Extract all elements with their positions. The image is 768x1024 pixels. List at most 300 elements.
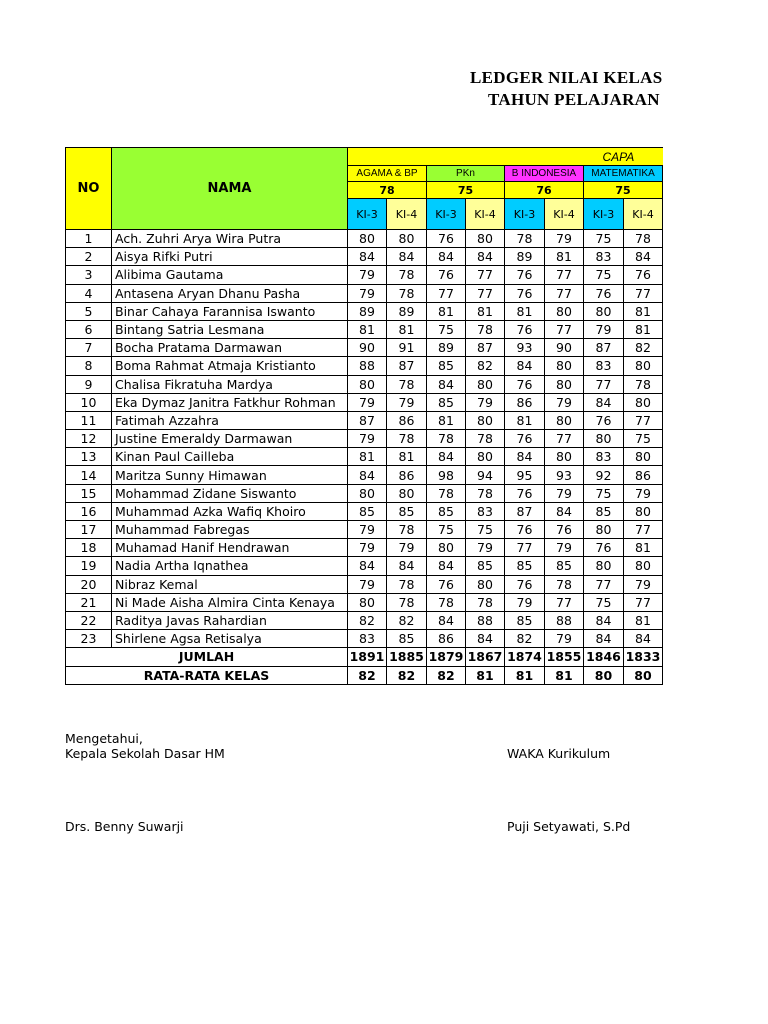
grade-cell: 80 <box>348 375 387 393</box>
grade-cell: 88 <box>545 611 584 629</box>
grade-cell: 88 <box>466 611 505 629</box>
grade-cell: 84 <box>466 248 505 266</box>
row-number: 23 <box>66 630 112 648</box>
grade-cell: 80 <box>624 448 663 466</box>
waka-kurikulum-label: WAKA Kurikulum <box>507 746 611 761</box>
table-row <box>66 393 663 411</box>
grade-cell: 93 <box>545 466 584 484</box>
grade-cell: 84 <box>624 248 663 266</box>
grade-cell: 78 <box>427 430 466 448</box>
kkm-agama: 78 <box>348 182 427 199</box>
row-number: 8 <box>66 357 112 375</box>
grade-cell: 85 <box>545 557 584 575</box>
grade-cell: 79 <box>348 539 387 557</box>
grade-cell: 86 <box>505 393 545 411</box>
grade-cell: 76 <box>505 575 545 593</box>
grade-cell: 85 <box>466 557 505 575</box>
header-capaian <box>348 148 663 166</box>
student-name: Nadia Artha Iqnathea <box>112 557 348 575</box>
table-row <box>66 430 663 448</box>
row-number: 22 <box>66 611 112 629</box>
header-nama: NAMA <box>112 148 348 230</box>
grade-cell: 77 <box>624 411 663 429</box>
ki4-agama: KI-4 <box>387 199 427 230</box>
grade-cell: 79 <box>505 593 545 611</box>
student-name: Nibraz Kemal <box>112 575 348 593</box>
grade-cell: 77 <box>545 284 584 302</box>
jumlah-row-value: 1891 <box>348 648 387 666</box>
grade-cell: 84 <box>348 248 387 266</box>
grade-cell: 81 <box>545 248 584 266</box>
jumlah-row-value: 1867 <box>466 648 505 666</box>
grade-cell: 79 <box>348 575 387 593</box>
kepala-sekolah-label: Kepala Sekolah Dasar HM <box>65 746 225 761</box>
grade-cell: 84 <box>584 611 624 629</box>
grade-cell: 79 <box>624 575 663 593</box>
table-row <box>66 375 663 393</box>
rata-rata-row-value: 81 <box>466 666 505 684</box>
grade-cell: 79 <box>466 393 505 411</box>
grade-cell: 80 <box>466 448 505 466</box>
grade-cell: 78 <box>387 375 427 393</box>
grade-cell: 84 <box>624 630 663 648</box>
rata-rata-row-value: 81 <box>505 666 545 684</box>
grade-cell: 80 <box>624 393 663 411</box>
grade-cell: 75 <box>584 230 624 248</box>
grade-cell: 85 <box>348 502 387 520</box>
grade-cell: 87 <box>584 339 624 357</box>
grade-cell: 78 <box>466 593 505 611</box>
student-name: Eka Dymaz Janitra Fatkhur Rohman <box>112 393 348 411</box>
grade-cell: 82 <box>387 611 427 629</box>
grade-cell: 86 <box>387 411 427 429</box>
grade-cell: 78 <box>466 484 505 502</box>
grade-cell: 81 <box>387 448 427 466</box>
grade-cell: 81 <box>624 611 663 629</box>
student-name: Muhammad Azka Wafiq Khoiro <box>112 502 348 520</box>
grade-cell: 84 <box>584 393 624 411</box>
grade-cell: 86 <box>427 630 466 648</box>
grade-cell: 83 <box>584 248 624 266</box>
row-number: 20 <box>66 575 112 593</box>
grade-cell: 83 <box>466 502 505 520</box>
grade-cell: 80 <box>466 411 505 429</box>
grade-cell: 84 <box>427 248 466 266</box>
grade-cell: 75 <box>584 266 624 284</box>
grade-cell: 77 <box>427 284 466 302</box>
grade-cell: 79 <box>545 230 584 248</box>
grade-cell: 77 <box>624 521 663 539</box>
grade-cell: 78 <box>624 230 663 248</box>
ki4-matematika: KI-4 <box>624 199 663 230</box>
ki4-bindonesia: KI-4 <box>545 199 584 230</box>
ledger-title: LEDGER NILAI KELAS <box>470 68 663 87</box>
student-name: Bocha Pratama Darmawan <box>112 339 348 357</box>
row-number: 17 <box>66 521 112 539</box>
rata-rata-row-value: 82 <box>387 666 427 684</box>
subject-pkn: PKn <box>427 166 505 182</box>
grade-cell: 85 <box>427 393 466 411</box>
grade-cell: 79 <box>545 393 584 411</box>
table-row <box>66 411 663 429</box>
grade-cell: 85 <box>584 502 624 520</box>
grade-cell: 84 <box>466 630 505 648</box>
row-number: 7 <box>66 339 112 357</box>
table-row <box>66 502 663 520</box>
student-name: Boma Rahmat Atmaja Kristianto <box>112 357 348 375</box>
grade-cell: 78 <box>545 575 584 593</box>
row-number: 18 <box>66 539 112 557</box>
grade-cell: 76 <box>427 230 466 248</box>
student-name: Raditya Javas Rahardian <box>112 611 348 629</box>
grade-cell: 78 <box>387 521 427 539</box>
grade-cell: 81 <box>505 411 545 429</box>
grade-cell: 81 <box>505 302 545 320</box>
grade-cell: 82 <box>466 357 505 375</box>
grade-cell: 89 <box>387 302 427 320</box>
rata-rata-row-value: 81 <box>545 666 584 684</box>
row-number: 4 <box>66 284 112 302</box>
grade-cell: 79 <box>584 320 624 338</box>
student-name: Ni Made Aisha Almira Cinta Kenaya <box>112 593 348 611</box>
kkm-pkn: 75 <box>427 182 505 199</box>
grade-cell: 80 <box>584 430 624 448</box>
grade-cell: 87 <box>387 357 427 375</box>
table-row <box>66 339 663 357</box>
table-row <box>66 593 663 611</box>
grade-cell: 80 <box>624 557 663 575</box>
row-number: 5 <box>66 302 112 320</box>
header-no: NO <box>66 148 112 230</box>
grade-cell: 79 <box>348 266 387 284</box>
grade-cell: 81 <box>624 302 663 320</box>
table-row <box>66 357 663 375</box>
waka-kurikulum-name: Puji Setyawati, S.Pd <box>507 819 631 834</box>
row-number: 19 <box>66 557 112 575</box>
grade-cell: 86 <box>387 466 427 484</box>
row-number: 1 <box>66 230 112 248</box>
grade-cell: 80 <box>584 557 624 575</box>
grade-cell: 75 <box>624 430 663 448</box>
rata-rata-row-label: RATA-RATA KELAS <box>66 666 348 684</box>
grade-cell: 80 <box>387 484 427 502</box>
table-row <box>66 248 663 266</box>
kkm-bindonesia: 76 <box>505 182 584 199</box>
grade-cell: 79 <box>545 630 584 648</box>
grade-cell: 80 <box>624 502 663 520</box>
row-number: 13 <box>66 448 112 466</box>
capaian-label: CAPA <box>602 150 635 164</box>
student-name: Maritza Sunny Himawan <box>112 466 348 484</box>
row-number: 3 <box>66 266 112 284</box>
row-number: 9 <box>66 375 112 393</box>
grade-cell: 80 <box>466 375 505 393</box>
grade-cell: 79 <box>348 521 387 539</box>
grade-cell: 78 <box>387 284 427 302</box>
grade-cell: 78 <box>387 575 427 593</box>
grade-cell: 79 <box>387 393 427 411</box>
grade-cell: 76 <box>584 284 624 302</box>
table-row <box>66 611 663 629</box>
grade-cell: 79 <box>545 539 584 557</box>
grade-cell: 75 <box>584 593 624 611</box>
grade-cell: 86 <box>624 466 663 484</box>
grade-cell: 78 <box>387 593 427 611</box>
grade-cell: 88 <box>348 357 387 375</box>
mengetahui-label: Mengetahui, <box>65 731 143 746</box>
grade-cell: 85 <box>427 357 466 375</box>
table-row <box>66 320 663 338</box>
row-number: 10 <box>66 393 112 411</box>
grade-cell: 84 <box>505 448 545 466</box>
grade-cell: 80 <box>545 357 584 375</box>
table-row <box>66 284 663 302</box>
grade-cell: 84 <box>505 357 545 375</box>
table-row <box>66 521 663 539</box>
table-row <box>66 302 663 320</box>
grade-cell: 87 <box>505 502 545 520</box>
grade-cell: 77 <box>545 266 584 284</box>
table-row <box>66 557 663 575</box>
grade-cell: 80 <box>348 484 387 502</box>
grade-cell: 79 <box>348 393 387 411</box>
grade-cell: 84 <box>545 502 584 520</box>
grade-cell: 83 <box>348 630 387 648</box>
grade-cell: 80 <box>348 593 387 611</box>
grade-cell: 84 <box>387 248 427 266</box>
student-name: Fatimah Azzahra <box>112 411 348 429</box>
grade-cell: 77 <box>466 284 505 302</box>
grade-cell: 76 <box>505 320 545 338</box>
grade-cell: 77 <box>624 284 663 302</box>
jumlah-row-value: 1885 <box>387 648 427 666</box>
student-name: Antasena Aryan Dhanu Pasha <box>112 284 348 302</box>
jumlah-row-value: 1874 <box>505 648 545 666</box>
grade-cell: 92 <box>584 466 624 484</box>
grade-cell: 80 <box>387 230 427 248</box>
ki3-bindonesia: KI-3 <box>505 199 545 230</box>
grade-cell: 80 <box>584 521 624 539</box>
grade-cell: 80 <box>545 302 584 320</box>
jumlah-row-value: 1833 <box>624 648 663 666</box>
student-name: Mohammad Zidane Siswanto <box>112 484 348 502</box>
grade-cell: 81 <box>427 411 466 429</box>
grade-cell: 82 <box>505 630 545 648</box>
grade-cell: 83 <box>584 448 624 466</box>
grade-cell: 76 <box>505 375 545 393</box>
row-number: 6 <box>66 320 112 338</box>
jumlah-row-value: 1846 <box>584 648 624 666</box>
rata-rata-row-value: 82 <box>427 666 466 684</box>
student-name: Kinan Paul Cailleba <box>112 448 348 466</box>
grade-cell: 79 <box>545 484 584 502</box>
grade-cell: 78 <box>505 230 545 248</box>
subject-matematika: MATEMATIKA <box>584 166 663 182</box>
grade-cell: 78 <box>466 320 505 338</box>
grade-cell: 82 <box>348 611 387 629</box>
grade-cell: 76 <box>505 284 545 302</box>
grade-cell: 79 <box>387 539 427 557</box>
grade-cell: 75 <box>466 521 505 539</box>
ki3-matematika: KI-3 <box>584 199 624 230</box>
grade-cell: 89 <box>348 302 387 320</box>
student-name: Binar Cahaya Farannisa Iswanto <box>112 302 348 320</box>
student-name: Muhammad Fabregas <box>112 521 348 539</box>
grade-cell: 79 <box>348 430 387 448</box>
grade-cell: 78 <box>624 375 663 393</box>
grade-cell: 76 <box>505 266 545 284</box>
student-name: Shirlene Agsa Retisalya <box>112 630 348 648</box>
grade-cell: 76 <box>624 266 663 284</box>
jumlah-row <box>66 648 663 666</box>
ki3-agama: KI-3 <box>348 199 387 230</box>
student-name: Bintang Satria Lesmana <box>112 320 348 338</box>
grade-cell: 90 <box>545 339 584 357</box>
grade-cell: 77 <box>505 539 545 557</box>
grade-cell: 85 <box>427 502 466 520</box>
grade-cell: 77 <box>545 320 584 338</box>
jumlah-row-value: 1879 <box>427 648 466 666</box>
grade-cell: 80 <box>545 448 584 466</box>
row-number: 21 <box>66 593 112 611</box>
grade-cell: 78 <box>427 593 466 611</box>
grade-cell: 87 <box>348 411 387 429</box>
grade-cell: 80 <box>348 230 387 248</box>
grade-cell: 89 <box>505 248 545 266</box>
grade-cell: 77 <box>545 593 584 611</box>
grade-cell: 84 <box>427 557 466 575</box>
grade-cell: 79 <box>348 284 387 302</box>
grade-cell: 85 <box>387 630 427 648</box>
table-row <box>66 484 663 502</box>
table-row <box>66 575 663 593</box>
grade-cell: 84 <box>427 611 466 629</box>
student-name: Justine Emeraldy Darmawan <box>112 430 348 448</box>
student-name: Aisya Rifki Putri <box>112 248 348 266</box>
grade-cell: 91 <box>387 339 427 357</box>
row-number: 11 <box>66 411 112 429</box>
grade-cell: 81 <box>348 448 387 466</box>
rata-rata-row <box>66 666 663 684</box>
table-row <box>66 230 663 248</box>
grade-cell: 85 <box>505 557 545 575</box>
grade-cell: 80 <box>584 302 624 320</box>
grade-cell: 76 <box>427 575 466 593</box>
kkm-matematika: 75 <box>584 182 663 199</box>
grade-cell: 80 <box>624 357 663 375</box>
grade-cell: 76 <box>584 411 624 429</box>
grade-cell: 79 <box>624 484 663 502</box>
subject-agama: AGAMA & BP <box>348 166 427 182</box>
grade-cell: 93 <box>505 339 545 357</box>
grade-cell: 87 <box>466 339 505 357</box>
grade-cell: 81 <box>466 302 505 320</box>
grade-cell: 80 <box>466 575 505 593</box>
student-name: Ach. Zuhri Arya Wira Putra <box>112 230 348 248</box>
grade-cell: 81 <box>624 539 663 557</box>
grade-cell: 76 <box>505 521 545 539</box>
grade-cell: 78 <box>466 430 505 448</box>
grade-cell: 84 <box>584 630 624 648</box>
row-number: 16 <box>66 502 112 520</box>
jumlah-row-label: JUMLAH <box>66 648 348 666</box>
rata-rata-row-value: 80 <box>624 666 663 684</box>
ki3-pkn: KI-3 <box>427 199 466 230</box>
grade-cell: 98 <box>427 466 466 484</box>
grade-cell: 77 <box>584 375 624 393</box>
grade-cell: 78 <box>387 266 427 284</box>
rata-rata-row-value: 82 <box>348 666 387 684</box>
grades-table <box>65 147 663 685</box>
ki4-pkn: KI-4 <box>466 199 505 230</box>
student-name: Alibima Gautama <box>112 266 348 284</box>
grade-cell: 95 <box>505 466 545 484</box>
grade-cell: 84 <box>348 557 387 575</box>
kepala-sekolah-name: Drs. Benny Suwarji <box>65 819 184 834</box>
grade-cell: 77 <box>624 593 663 611</box>
row-number: 12 <box>66 430 112 448</box>
grade-cell: 81 <box>387 320 427 338</box>
table-row <box>66 448 663 466</box>
grade-cell: 76 <box>584 539 624 557</box>
grade-cell: 90 <box>348 339 387 357</box>
row-number: 14 <box>66 466 112 484</box>
grade-cell: 84 <box>387 557 427 575</box>
grade-cell: 76 <box>427 266 466 284</box>
grade-cell: 80 <box>466 230 505 248</box>
grade-cell: 78 <box>387 430 427 448</box>
grade-cell: 85 <box>505 611 545 629</box>
grade-cell: 75 <box>427 521 466 539</box>
grade-cell: 77 <box>545 430 584 448</box>
table-row <box>66 630 663 648</box>
grade-cell: 80 <box>545 411 584 429</box>
grade-cell: 82 <box>624 339 663 357</box>
grade-cell: 79 <box>466 539 505 557</box>
school-year-title: TAHUN PELAJARAN <box>488 90 660 109</box>
grade-cell: 84 <box>427 448 466 466</box>
jumlah-row-value: 1855 <box>545 648 584 666</box>
student-name: Chalisa Fikratuha Mardya <box>112 375 348 393</box>
grade-cell: 81 <box>624 320 663 338</box>
student-name: Muhamad Hanif Hendrawan <box>112 539 348 557</box>
grade-cell: 85 <box>387 502 427 520</box>
row-number: 15 <box>66 484 112 502</box>
table-row <box>66 539 663 557</box>
grade-cell: 76 <box>505 484 545 502</box>
row-number: 2 <box>66 248 112 266</box>
table-row <box>66 466 663 484</box>
grade-cell: 77 <box>584 575 624 593</box>
grade-cell: 84 <box>348 466 387 484</box>
grade-cell: 89 <box>427 339 466 357</box>
grade-cell: 75 <box>427 320 466 338</box>
grade-cell: 84 <box>427 375 466 393</box>
grade-cell: 75 <box>584 484 624 502</box>
table-row <box>66 266 663 284</box>
grade-cell: 83 <box>584 357 624 375</box>
grade-cell: 76 <box>505 430 545 448</box>
grade-cell: 78 <box>427 484 466 502</box>
grade-cell: 94 <box>466 466 505 484</box>
rata-rata-row-value: 80 <box>584 666 624 684</box>
grade-cell: 80 <box>545 375 584 393</box>
grade-cell: 81 <box>348 320 387 338</box>
grade-cell: 80 <box>427 539 466 557</box>
subject-bindonesia: B INDONESIA <box>505 166 584 182</box>
grade-cell: 76 <box>545 521 584 539</box>
grade-cell: 81 <box>427 302 466 320</box>
